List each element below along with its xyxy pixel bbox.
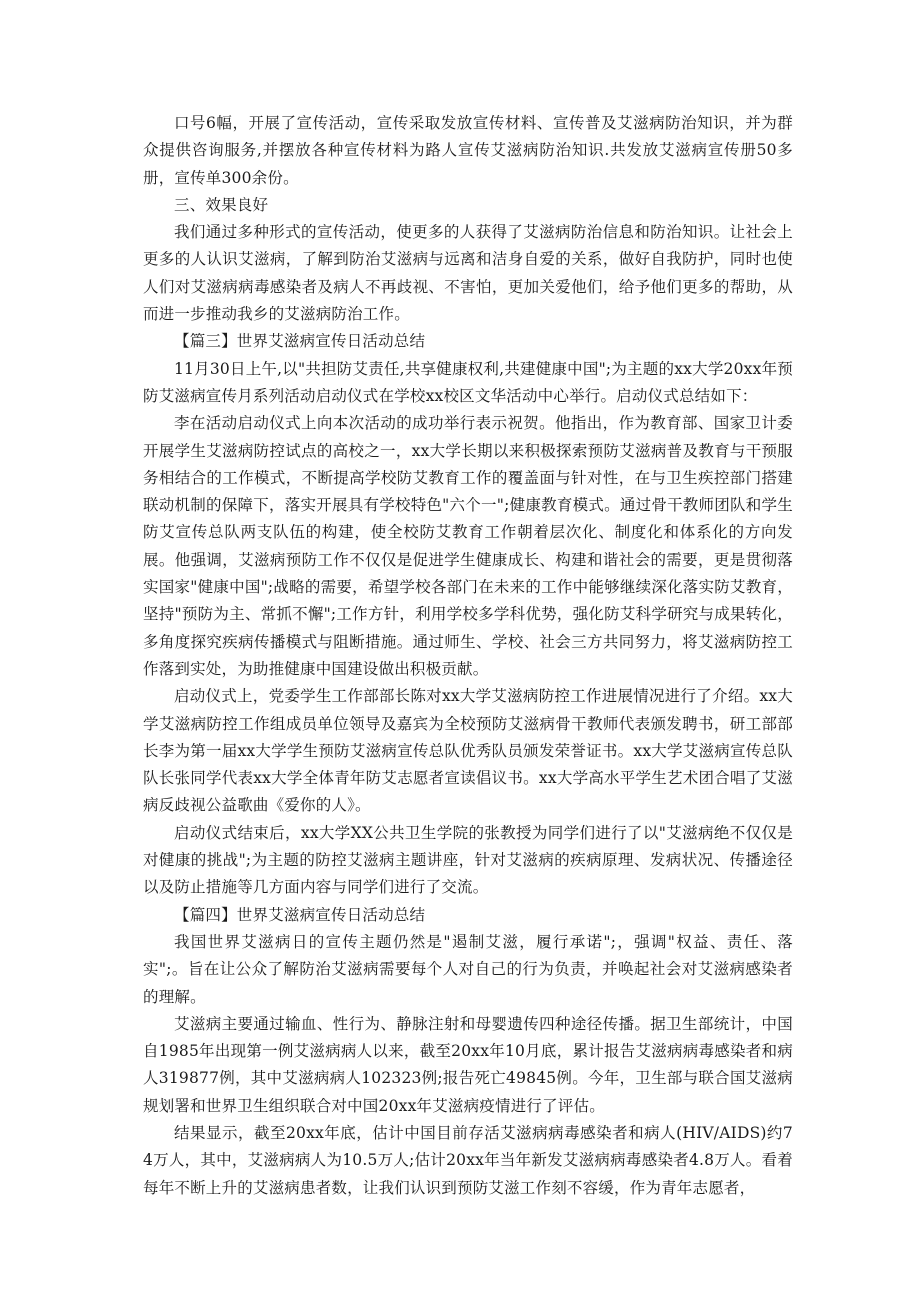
section-heading: 三、效果良好 bbox=[174, 195, 269, 214]
paragraph: 结果显示，截至20xx年底，估计中国目前存活艾滋病病毒感染者和病人(HIV/AIDS)约74万人，其中，艾滋病病人为10.5万人;估计20xx年当年新发艾滋病病毒感染者4.8万人。看着每年不断上升的艾滋病患者数，让我们认识到预防艾滋工作刻不容缓，作为青年志愿者， bbox=[143, 1123, 793, 1197]
paragraph: 我国世界艾滋病日的宣传主题仍然是"遏制艾滋，履行承诺";，强调"权益、责任、落实";。旨在让公众了解防治艾滋病需要每个人对自己的行为负责，并唤起社会对艾滋病感染者的理解。 bbox=[143, 932, 793, 1006]
paragraph: 启动仪式上，党委学生工作部部长陈对xx大学艾滋病防控工作进展情况进行了介绍。xx大学艾滋病防控工作组成员单位领导及嘉宾为全校预防艾滋病骨干教师代表颁发聘书，研工部部长李为第一届xx大学学生预防艾滋病宣传总队优秀队员颁发荣誉证书。xx大学艾滋病宣传总队队长张同学代表xx大学全体青年防艾志愿者宣读倡议书。xx大学高水平学生艺术团合唱了艾滋病反歧视公益歌曲《爱你的人》。 bbox=[143, 687, 793, 815]
paragraph: 艾滋病主要通过输血、性行为、静脉注射和母婴遗传四种途径传播。据卫生部统计，中国自1985年出现第一例艾滋病病人以来，截至20xx年10月底，累计报告艾滋病病毒感染者和病人319877例，其中艾滋病病人102323例;报告死亡49845例。今年，卫生部与联合国艾滋病规划署和世界卫生组织联合对中国20xx年艾滋病疫情进行了评估。 bbox=[143, 1014, 793, 1115]
paragraph: 11月30日上午,以"共担防艾责任,共享健康权利,共建健康中国";为主题的xx大学20xx年预防艾滋病宣传月系列活动启动仪式在学校xx校区文华活动中心举行。启动仪式总结如下： bbox=[143, 359, 793, 405]
document-body bbox=[143, 110, 793, 1202]
paragraph: 启动仪式结束后，xx大学XX公共卫生学院的张教授为同学们进行了以"艾滋病绝不仅仅是对健康的挑战";为主题的防控艾滋病主题讲座，针对艾滋病的疾病原理、发病状况、传播途径以及防止措施等几方面内容与同学们进行了交流。 bbox=[143, 823, 793, 897]
paragraph: 口号6幅，开展了宣传活动，宣传采取发放宣传材料、宣传普及艾滋病防治知识，并为群众提供咨询服务,并摆放各种宣传材料为路人宣传艾滋病防治知识.共发放艾滋病宣传册50多册，宣传单300余份。 bbox=[143, 114, 793, 187]
paragraph: 李在活动启动仪式上向本次活动的成功举行表示祝贺。他指出，作为教育部、国家卫计委开展学生艾滋病防控试点的高校之一，xx大学长期以来积极探索预防艾滋病普及教育与干预服务相结合的工作模式，不断提高学校防艾教育工作的覆盖面与针对性，在与卫生疾控部门搭建联动机制的保障下，落实开展具有学校特色"六个一";健康教育模式。通过骨干教师团队和学生防艾宣传总队两支队伍的构建，使全校防艾教育工作朝着层次化、制度化和体系化的方向发展。他强调，艾滋病预防工作不仅仅是促进学生健康成长、构建和谐社会的需要，更是贯彻落实国家"健康中国";战略的需要，希望学校各部门在未来的工作中能够继续深化落实防艾教育，坚持"预防为主、常抓不懈";工作方针，利用学校多学科优势，强化防艾科学研究与成果转化，多角度探究疾病传播模式与阻断措施。通过师生、学校、社会三方共同努力，将艾滋病防控工作落到实处，为助推健康中国建设做出积极贡献。 bbox=[143, 414, 793, 678]
paragraph: 我们通过多种形式的宣传活动，使更多的人获得了艾滋病防治信息和防治知识。让社会上更多的人认识艾滋病，了解到防治艾滋病与远离和洁身自爱的关系，做好自我防护，同时也使人们对艾滋病病毒感染者及病人不再歧视、不害怕，更加关爱他们，给予他们更多的帮助，从而进一步推动我乡的艾滋病防治工作。 bbox=[143, 223, 793, 324]
section-heading: 【篇四】世界艾滋病宣传日活动总结 bbox=[174, 905, 426, 924]
section-heading: 【篇三】世界艾滋病宣传日活动总结 bbox=[174, 332, 426, 351]
